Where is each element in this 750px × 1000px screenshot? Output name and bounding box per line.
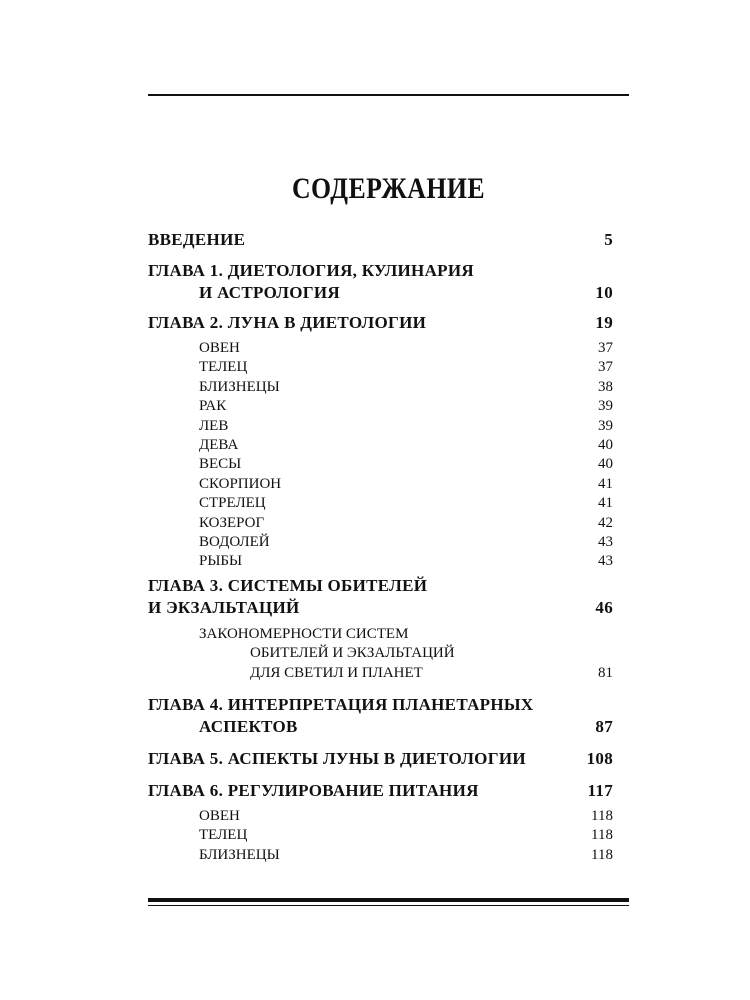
toc-subentry-label: ТЕЛЕЦ <box>199 827 248 844</box>
toc-entry-page: 46 <box>595 597 613 617</box>
toc-subentry-page: 39 <box>598 398 613 415</box>
table-of-contents <box>148 230 613 865</box>
toc-entry-label: ВВЕДЕНИЕ <box>148 230 246 249</box>
top-rule <box>148 94 629 96</box>
toc-entry-label: ГЛАВА 6. РЕГУЛИРОВАНИЕ ПИТАНИЯ <box>148 780 479 800</box>
toc-subentry[interactable] <box>148 494 613 513</box>
toc-subentry-label: КОЗЕРОГ <box>199 514 265 531</box>
toc-subentry-label: ТЕЛЕЦ <box>199 359 248 376</box>
toc-subentry[interactable] <box>148 475 613 494</box>
toc-entry-chapter-6[interactable] <box>148 781 613 801</box>
toc-subentry-patterns[interactable] <box>148 625 613 683</box>
toc-subentry[interactable] <box>148 378 613 397</box>
toc-subentry-page: 38 <box>598 378 613 395</box>
toc-entry-chapter-4[interactable] <box>148 695 613 737</box>
toc-subentry-label-continued: ДЛЯ СВЕТИЛ И ПЛАНЕТ <box>250 664 423 681</box>
toc-subentry-label: БЛИЗНЕЦЫ <box>199 846 280 863</box>
toc-entry-label: ГЛАВА 2. ЛУНА В ДИЕТОЛОГИИ <box>148 313 427 332</box>
toc-subentry-label: РЫБЫ <box>199 553 243 570</box>
chapter-6-subentries <box>148 807 613 865</box>
toc-subentry-label: ОВЕН <box>199 807 240 824</box>
toc-subentry-label: ОВЕН <box>199 340 240 356</box>
toc-subentry-page: 43 <box>598 553 613 570</box>
toc-subentry-page: 118 <box>591 827 613 844</box>
toc-entry-chapter-3[interactable] <box>148 576 613 618</box>
toc-subentry-label: СКОРПИОН <box>199 475 282 492</box>
chapter-2-subentries <box>148 339 613 572</box>
toc-subentry-label: СТРЕЛЕЦ <box>199 495 266 512</box>
toc-subentry-page: 42 <box>598 514 613 531</box>
page-title: СОДЕРЖАНИЕ <box>291 172 486 205</box>
toc-entry-label: ГЛАВА 1. ДИЕТОЛОГИЯ, КУЛИНАРИЯ <box>148 261 474 280</box>
toc-subentry-label: ЛЕВ <box>199 417 229 434</box>
toc-entry-page: 5 <box>604 230 613 249</box>
toc-subentry-page: 43 <box>598 533 613 550</box>
toc-subentry-page: 41 <box>598 495 613 512</box>
toc-subentry[interactable] <box>148 436 613 455</box>
toc-entry-page: 108 <box>586 748 613 768</box>
toc-subentry-page: 39 <box>598 417 613 434</box>
toc-subentry-label: ВОДОЛЕЙ <box>199 533 270 550</box>
toc-entry-label-continued: И ЭКЗАЛЬТАЦИЙ <box>148 597 300 617</box>
toc-subentry[interactable] <box>148 807 613 826</box>
toc-entry-label: ГЛАВА 3. СИСТЕМЫ ОБИТЕЛЕЙ <box>148 575 428 595</box>
toc-subentry-page: 40 <box>598 436 613 453</box>
toc-entry-page: 87 <box>595 716 613 736</box>
toc-subentry[interactable] <box>148 846 613 865</box>
toc-subentry-page: 81 <box>598 664 613 681</box>
toc-subentry-page: 40 <box>598 456 613 473</box>
toc-subentry-page: 37 <box>598 359 613 376</box>
toc-entry-label-continued: АСПЕКТОВ <box>199 716 298 736</box>
toc-subentry-page: 41 <box>598 475 613 492</box>
toc-entry-chapter-5[interactable] <box>148 749 613 769</box>
toc-subentry[interactable] <box>148 397 613 416</box>
toc-entry-chapter-1[interactable] <box>148 261 613 303</box>
toc-entry-label-continued: И АСТРОЛОГИЯ <box>199 283 340 302</box>
toc-subentry[interactable] <box>148 552 613 571</box>
toc-subentry[interactable] <box>148 417 613 436</box>
toc-subentry-label: РАК <box>199 398 227 415</box>
toc-subentry-page: 118 <box>591 807 613 824</box>
toc-subentry[interactable] <box>148 826 613 845</box>
toc-entry-intro[interactable] <box>148 230 613 250</box>
toc-subentry-label: ЗАКОНОМЕРНОСТИ СИСТЕМ <box>199 625 409 642</box>
bottom-rule-thick <box>148 898 629 902</box>
toc-subentry[interactable] <box>148 455 613 474</box>
toc-subentry[interactable] <box>148 358 613 377</box>
toc-entry-label: ГЛАВА 4. ИНТЕРПРЕТАЦИЯ ПЛАНЕТАРНЫХ <box>148 694 534 714</box>
toc-subentry-label: ДЕВА <box>199 436 239 453</box>
toc-entry-page: 117 <box>587 780 613 800</box>
toc-subentry-label: ВЕСЫ <box>199 456 242 473</box>
toc-entry-label: ГЛАВА 5. АСПЕКТЫ ЛУНЫ В ДИЕТОЛОГИИ <box>148 748 526 768</box>
toc-subentry-page: 37 <box>598 340 613 356</box>
bottom-rule-thin <box>148 905 629 906</box>
toc-entry-chapter-2[interactable] <box>148 313 613 333</box>
toc-subentry-label: БЛИЗНЕЦЫ <box>199 378 280 395</box>
toc-subentry-page: 118 <box>591 846 613 863</box>
toc-entry-page: 19 <box>595 313 613 332</box>
toc-entry-page: 10 <box>595 283 613 302</box>
toc-subentry[interactable] <box>148 514 613 533</box>
toc-subentry[interactable] <box>148 533 613 552</box>
toc-subentry-label-continued: ОБИТЕЛЕЙ И ЭКЗАЛЬТАЦИЙ <box>250 645 455 662</box>
toc-subentry[interactable] <box>148 339 613 358</box>
